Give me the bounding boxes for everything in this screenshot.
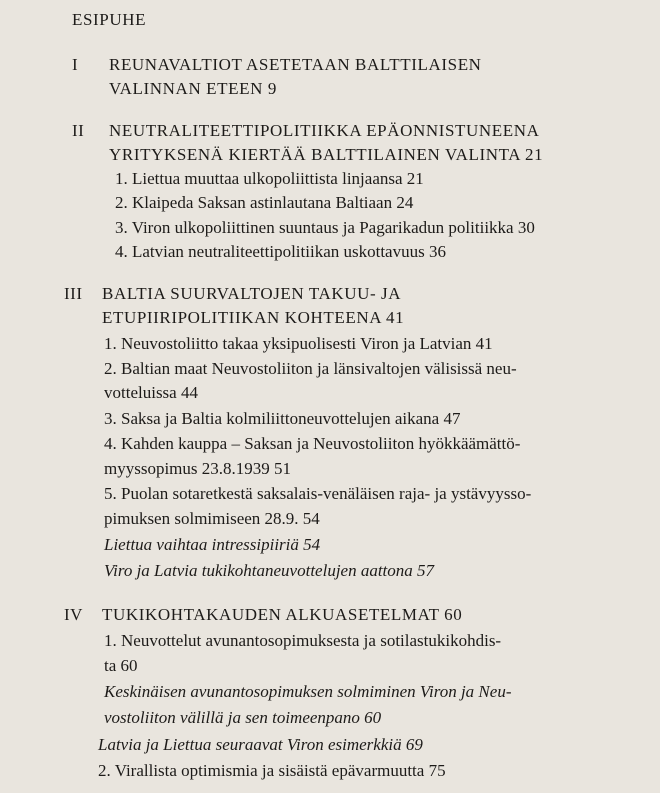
chapter-3-entry-1: 1. Neuvostoliitto takaa yksipuolisesti Viron ja Latvian 41 (104, 334, 493, 353)
chapter-2-title-line-2: YRITYKSENÄ KIERTÄÄ BALTTILAINEN VALINTA 21 (109, 145, 544, 164)
chapter-numeral-1: I (72, 55, 79, 74)
chapter-3-subentry-2: Viro ja Latvia tukikohtaneuvottelujen aattona 57 (104, 561, 435, 580)
preface-heading: ESIPUHE (72, 10, 147, 29)
chapter-3-entry-3: 3. Saksa ja Baltia kolmiliittoneuvottelujen aikana 47 (104, 409, 461, 428)
chapter-4-entry-1: 1. Neuvottelut avunantosopimuksesta ja sotilastukikohdis- (104, 631, 502, 650)
chapter-3-title-line-1: BALTIA SUURVALTOJEN TAKUU- JA (102, 284, 402, 303)
chapter-4-title-line-1: TUKIKOHTAKAUDEN ALKUASETELMAT 60 (102, 605, 463, 624)
chapter-4-subentry-1: Keskinäisen avunantosopimuksen solmiminen Viron ja Neu- (104, 682, 512, 701)
chapter-numeral-4: IV (64, 605, 83, 624)
chapter-numeral-3: III (64, 284, 83, 303)
chapter-3-entry-2: 2. Baltian maat Neuvostoliiton ja länsivaltojen välisissä neu- (104, 359, 517, 378)
chapter-4-entry-1-cont: ta 60 (104, 656, 138, 675)
chapter-3-entry-2-cont: votteluissa 44 (104, 383, 198, 402)
chapter-3-entry-5: 5. Puolan sotaretkestä saksalais-venäläisen raja- ja ystävyysso- (104, 484, 532, 503)
chapter-numeral-2: II (72, 121, 85, 140)
chapter-2-entry-4: 4. Latvian neutraliteettipolitiikan uskottavuus 36 (115, 242, 446, 261)
chapter-3-entry-5-cont: pimuksen solmimiseen 28.9. 54 (104, 509, 320, 528)
chapter-4-subentry-2: Latvia ja Liettua seuraavat Viron esimerkkiä 69 (98, 735, 423, 754)
chapter-2-title-line-1: NEUTRALITEETTIPOLITIIKKA EPÄONNISTUNEENA (109, 121, 540, 140)
chapter-3-subentry-1: Liettua vaihtaa intressipiiriä 54 (104, 535, 321, 554)
chapter-3-entry-4: 4. Kahden kauppa – Saksan ja Neuvostoliiton hyökkäämättö- (104, 434, 521, 453)
chapter-4-entry-2: 2. Virallista optimismia ja sisäistä epävarmuutta 75 (98, 761, 446, 780)
chapter-1-title-line-1: REUNAVALTIOT ASETETAAN BALTTILAISEN (109, 55, 482, 74)
chapter-4-subentry-1-cont: vostoliiton välillä ja sen toimeenpano 60 (104, 708, 382, 727)
chapter-2-entry-3: 3. Viron ulkopoliittinen suuntaus ja Pagarikadun politiikka 30 (115, 218, 535, 237)
chapter-2-entry-1: 1. Liettua muuttaa ulkopoliittista linjaansa 21 (115, 169, 424, 188)
chapter-1-title-line-2: VALINNAN ETEEN 9 (109, 79, 277, 98)
chapter-3-title-line-2: ETUPIIRIPOLITIIKAN KOHTEENA 41 (102, 308, 405, 327)
chapter-3-entry-4-cont: myyssopimus 23.8.1939 51 (104, 459, 292, 478)
chapter-2-entry-2: 2. Klaipeda Saksan astinlautana Baltiaan 24 (115, 193, 414, 212)
